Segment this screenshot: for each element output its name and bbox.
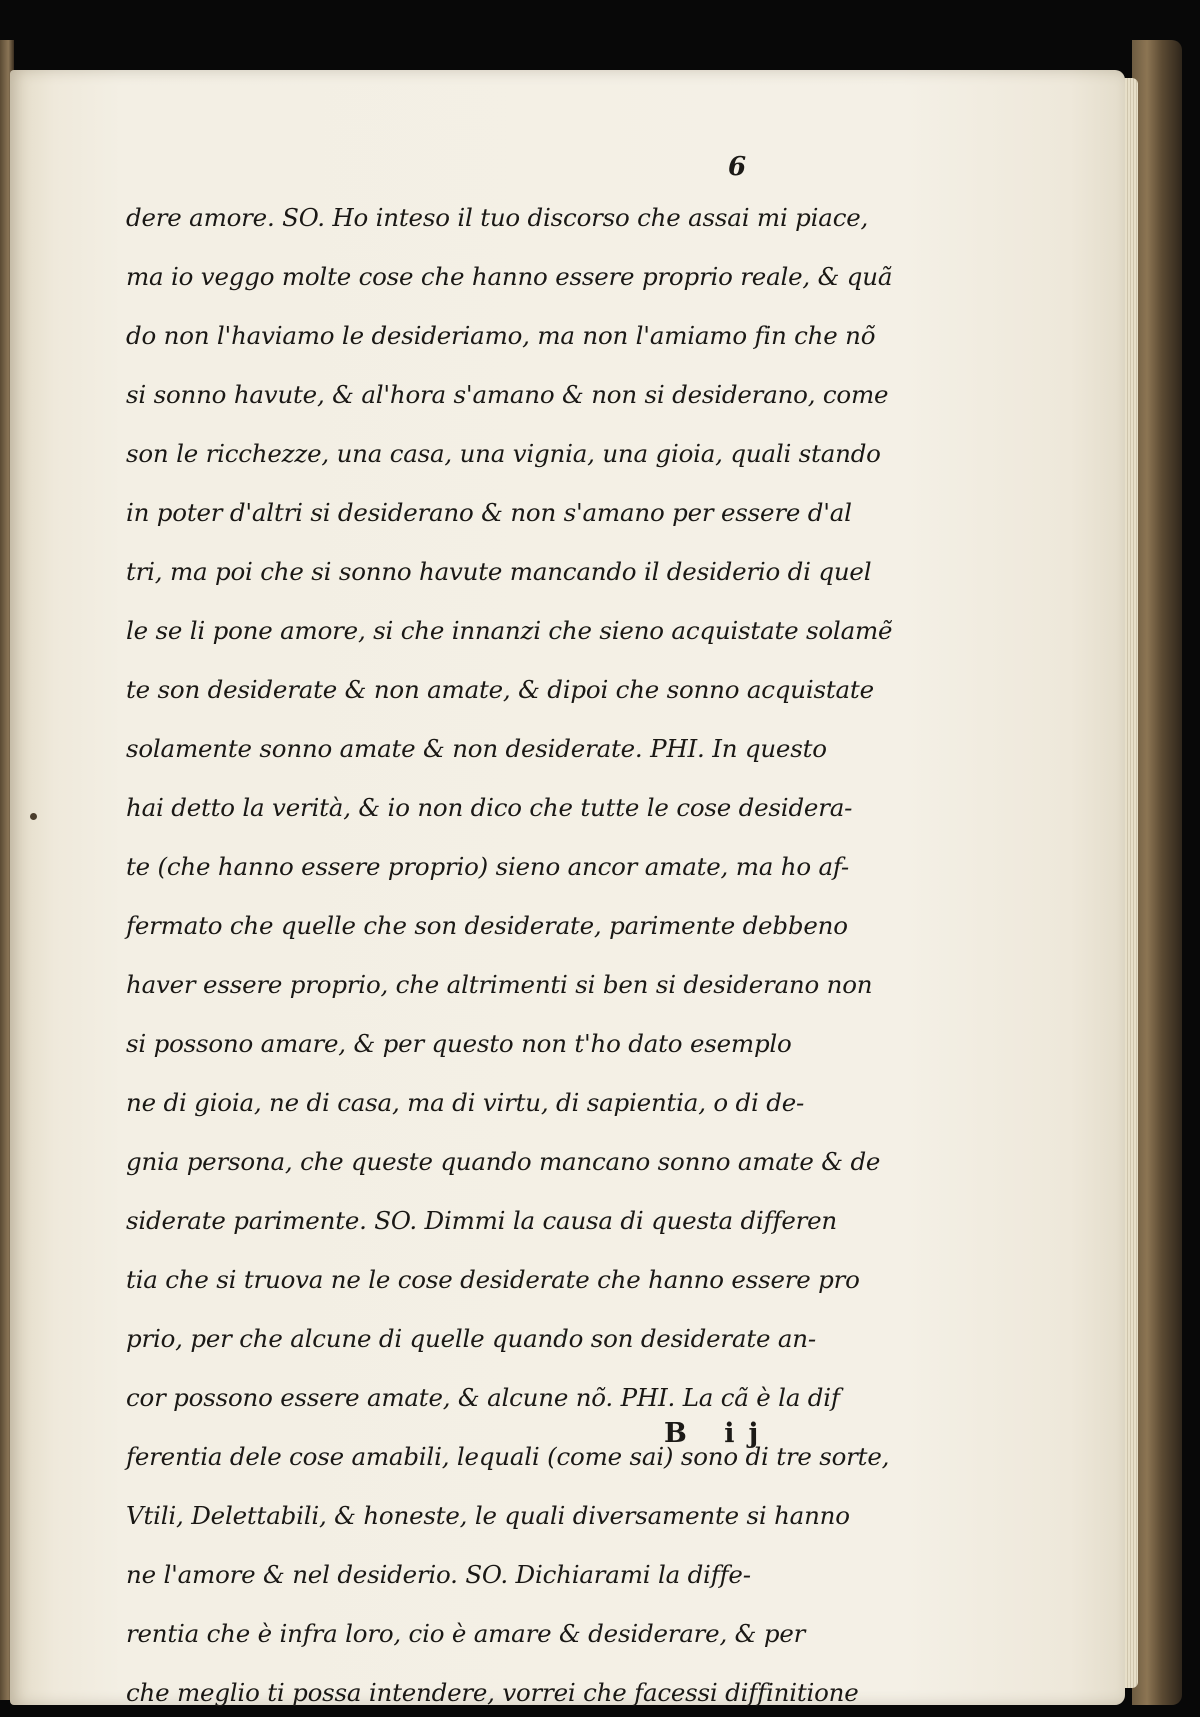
text-line: hai detto la verità, & io non dico che tutte le cose desidera- — [126, 793, 853, 822]
text-line: le se li pone amore, si che innanzi che sieno acquistate solamẽ — [126, 616, 893, 645]
body-text — [126, 188, 893, 1717]
text-line: ne l'amore & nel desiderio. SO. Dichiarami la diffe- — [126, 1560, 751, 1589]
margin-ink-spot — [30, 813, 37, 820]
text-line: dere amore. SO. Ho inteso il tuo discorso che assai mi piace, — [126, 203, 869, 232]
text-line: fermato che quelle che son desiderate, parimente debbeno — [126, 911, 848, 940]
book-cover-board — [1132, 40, 1182, 1705]
text-line: do non l'haviamo le desideriamo, ma non l'amiamo fin che nõ — [126, 321, 876, 350]
text-line: gnia persona, che queste quando mancano sonno amate & de — [126, 1147, 881, 1176]
text-line: in poter d'altri si desiderano & non s'amano per essere d'al — [126, 498, 852, 527]
signature-mark: B ij — [664, 1418, 773, 1449]
text-line: si possono amare, & per questo non t'ho dato esemplo — [126, 1029, 792, 1058]
text-line: prio, per che alcune di quelle quando son desiderate an- — [126, 1324, 816, 1353]
text-line: Vtili, Delettabili, & honeste, le quali diversamente si hanno — [126, 1501, 850, 1530]
text-line: son le ricchezze, una casa, una vignia, una gioia, quali stando — [126, 439, 881, 468]
text-line: che meglio ti possa intendere, vorrei che facessi diffinitione — [126, 1678, 859, 1707]
text-line: tia che si truova ne le cose desiderate che hanno essere pro — [126, 1265, 860, 1294]
text-line: ne di gioia, ne di casa, ma di virtu, di sapientia, o di de- — [126, 1088, 805, 1117]
text-line: solamente sonno amate & non desiderate. PHI. In questo — [126, 734, 827, 763]
text-line: cor possono essere amate, & alcune nõ. PHI. La cã è la dif — [126, 1383, 840, 1412]
text-line: rentia che è infra loro, cio è amare & desiderare, & per — [126, 1619, 806, 1648]
text-line: tri, ma poi che si sonno havute mancando il desiderio di quel — [126, 557, 872, 586]
text-line: ferentia dele cose amabili, lequali (come sai) sono di tre sorte, — [126, 1442, 890, 1471]
text-line: te (che hanno essere proprio) sieno ancor amate, ma ho af- — [126, 852, 849, 881]
text-line: ma io veggo molte cose che hanno essere proprio reale, & quã — [126, 262, 893, 291]
page-number: 6 — [728, 152, 747, 182]
text-line: si sonno havute, & al'hora s'amano & non si desiderano, come — [126, 380, 889, 409]
text-line: te son desiderate & non amate, & dipoi che sonno acquistate — [126, 675, 874, 704]
text-line: haver essere proprio, che altrimenti si ben si desiderano non — [126, 970, 873, 999]
text-line: siderate parimente. SO. Dimmi la causa di questa differen — [126, 1206, 838, 1235]
